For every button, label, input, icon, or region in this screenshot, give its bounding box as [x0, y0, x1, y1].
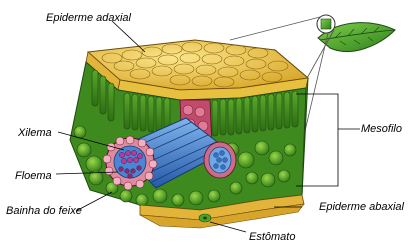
- label-epiderme-abaxial: Epiderme abaxial: [319, 201, 404, 213]
- leaf-block: [70, 40, 308, 228]
- label-bainha-do-feixe: Bainha do feixe: [6, 205, 82, 217]
- label-epiderme-adaxial: Epiderme adaxial: [46, 12, 131, 24]
- label-floema: Floema: [15, 170, 52, 182]
- leaf-icon: [317, 15, 395, 52]
- label-mesofilo: Mesofilo: [361, 123, 402, 135]
- label-xilema: Xilema: [18, 127, 52, 139]
- bundle-right-cap: [204, 142, 236, 178]
- label-estomato: Estômato: [249, 231, 296, 243]
- stoma: [199, 214, 211, 222]
